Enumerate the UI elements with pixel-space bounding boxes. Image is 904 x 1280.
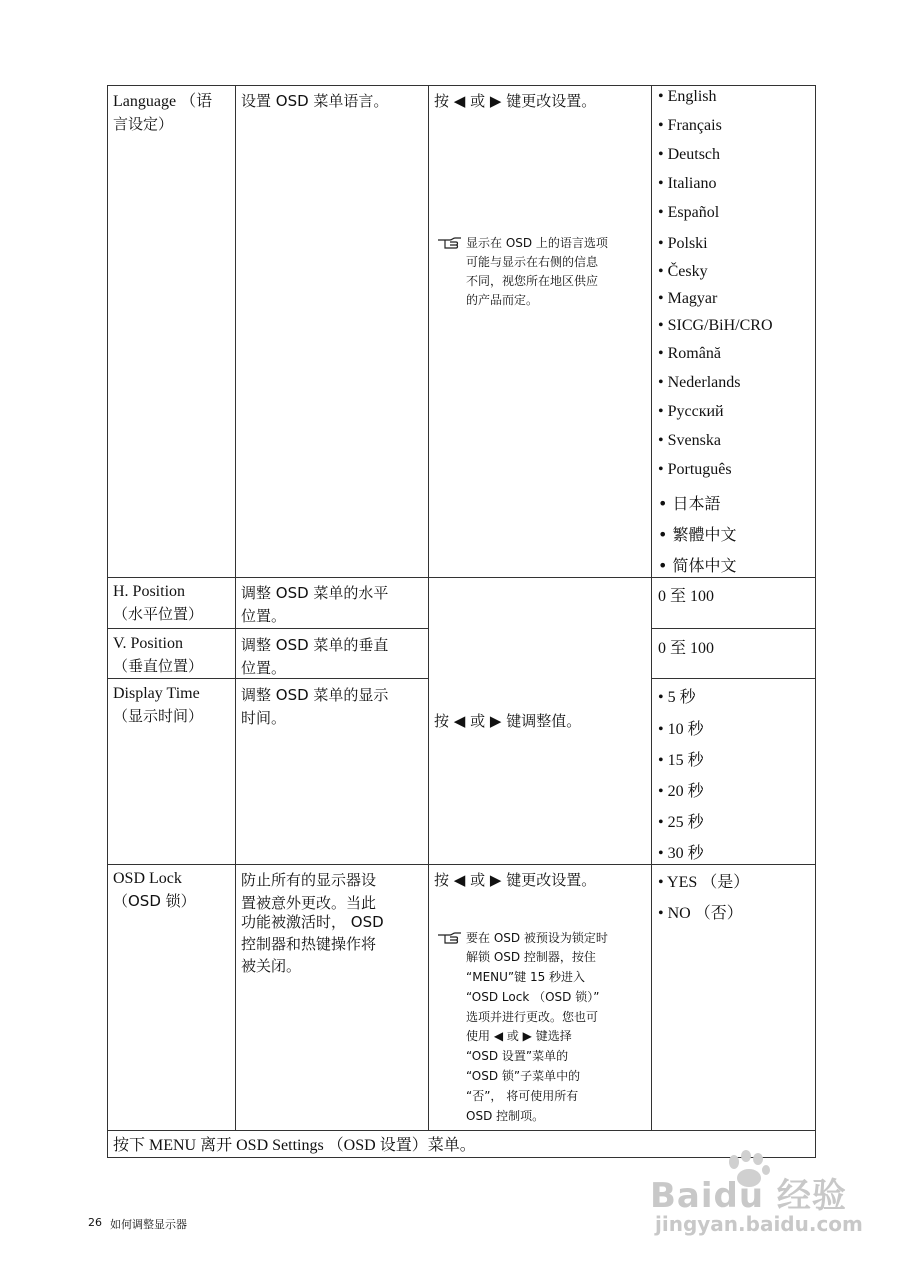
language-option-magyar: • Magyar: [658, 290, 718, 307]
osd-lock-note-line-2: 解锁 OSD 控制器，按住: [466, 950, 596, 964]
action-mid: 或: [470, 92, 486, 110]
osd-lock-note-line-4: “OSD Lock （OSD 锁）”: [466, 990, 600, 1004]
language-option-japanese: • 日本語: [658, 494, 721, 513]
row-divider-hpos-right: [651, 628, 816, 629]
osd-lock-note-line-5: 选项并进行更改。您也可: [466, 1010, 599, 1024]
vpos-label-line-1: V. Position: [113, 635, 183, 652]
language-note-line-1: 显示在 OSD 上的语言选项: [466, 236, 608, 250]
row-divider-vpos-right: [651, 678, 816, 679]
pointing-hand-icon: [437, 931, 463, 945]
col-divider-1: [235, 85, 236, 1130]
language-option-english: • English: [658, 88, 717, 105]
vpos-desc-line-1: 调整 OSD 菜单的垂直: [241, 636, 389, 654]
left-arrow-icon: ◀: [453, 871, 466, 889]
row-divider-osd-lock: [107, 1130, 816, 1131]
osd-lock-note-line-3: “MENU”键 15 秒进入: [466, 970, 586, 984]
language-option-cesky: • Česky: [658, 263, 708, 280]
pointing-hand-icon: [437, 236, 463, 250]
vpos-label-line-2: （垂直位置）: [113, 657, 204, 675]
language-note-line-4: 的产品而定。: [466, 293, 539, 307]
row-divider-language: [107, 577, 816, 578]
osd-lock-label-line-1: OSD Lock: [113, 870, 182, 887]
osd-lock-note-line-7: “OSD 设置”菜单的: [466, 1049, 569, 1063]
exit-menu-instruction: 按下 MENU 离开 OSD Settings （OSD 设置）菜单。: [113, 1137, 476, 1154]
right-arrow-icon: ▶: [489, 92, 502, 110]
display-time-option-15: • 15 秒: [658, 752, 704, 769]
row-divider-hpos-left: [107, 628, 428, 629]
left-arrow-icon: ◀: [453, 92, 466, 110]
osd-lock-desc-line-1: 防止所有的显示器设: [241, 871, 377, 889]
osd-lock-note-line-8: “OSD 锁”子菜单中的: [466, 1069, 581, 1083]
language-option-espanol: • Español: [658, 204, 720, 221]
language-action: [434, 90, 596, 113]
language-label-line-1: Language （语: [113, 93, 213, 110]
language-option-romana: • Română: [658, 345, 721, 362]
language-note-line-3: 不同，视您所在地区供应: [466, 274, 599, 288]
hpos-desc-line-1: 调整 OSD 菜单的水平: [241, 584, 389, 602]
osd-lock-option-yes: • YES （是）: [658, 874, 750, 891]
language-option-italiano: • Italiano: [658, 175, 717, 192]
col-divider-3: [651, 85, 652, 1130]
language-option-francais: • Français: [658, 117, 722, 134]
osd-lock-desc-line-4: 控制器和热键操作将: [241, 935, 377, 953]
action-prefix: 按: [434, 871, 450, 889]
hpos-label-line-1: H. Position: [113, 583, 186, 600]
language-description: 设置 OSD 菜单语言。: [241, 92, 389, 110]
right-arrow-icon: ▶: [489, 712, 502, 730]
display-time-option-25: • 25 秒: [658, 814, 704, 831]
action-prefix: 按: [434, 92, 450, 110]
shared-adjust-action: [434, 710, 581, 733]
language-option-deutsch: • Deutsch: [658, 146, 721, 163]
osd-lock-action: [434, 869, 596, 892]
display-time-option-30: • 30 秒: [658, 845, 704, 862]
language-option-nederlands: • Nederlands: [658, 374, 741, 391]
language-option-portugues: • Português: [658, 461, 732, 478]
osd-lock-label-line-2: （OSD 锁）: [113, 892, 196, 910]
action-suffix: 键更改设置。: [506, 92, 597, 110]
action-prefix: 按: [434, 712, 450, 730]
col-divider-2: [428, 85, 429, 1130]
display-time-label-line-2: （显示时间）: [113, 707, 204, 725]
display-time-desc-line-2: 时间。: [241, 709, 287, 727]
language-option-svenska: • Svenska: [658, 432, 721, 449]
osd-lock-desc-line-2: 置被意外更改。当此: [241, 894, 377, 912]
language-option-polski: • Polski: [658, 235, 708, 252]
action-suffix: 键调整值。: [506, 712, 582, 730]
right-arrow-icon: ▶: [489, 871, 502, 889]
language-option-sicg: • SICG/BiH/CRO: [658, 317, 773, 334]
osd-lock-desc-line-3: 功能被激活时， OSD: [241, 913, 384, 931]
hpos-range: 0 至 100: [658, 588, 715, 605]
display-time-desc-line-1: 调整 OSD 菜单的显示: [241, 686, 389, 704]
hpos-desc-line-2: 位置。: [241, 607, 287, 625]
osd-lock-note-line-9: “否”， 将可使用所有: [466, 1089, 579, 1103]
action-mid: 或: [470, 712, 486, 730]
action-mid: 或: [470, 871, 486, 889]
language-option-simplified-chinese: • 简体中文: [658, 556, 737, 575]
osd-lock-note-line-1: 要在 OSD 被预设为锁定时: [466, 931, 608, 945]
display-time-option-20: • 20 秒: [658, 783, 704, 800]
left-arrow-icon: ◀: [453, 712, 466, 730]
vpos-range: 0 至 100: [658, 640, 715, 657]
language-note-line-2: 可能与显示在右侧的信息: [466, 255, 599, 269]
osd-lock-desc-line-5: 被关闭。: [241, 957, 302, 975]
row-divider-display-time: [107, 864, 816, 865]
osd-lock-option-no: • NO （否）: [658, 905, 743, 922]
watermark-url: jingyan.baidu.com: [655, 1212, 863, 1236]
display-time-option-5: • 5 秒: [658, 689, 696, 706]
page-number: 26: [88, 1216, 102, 1229]
language-option-russian: • Русский: [658, 403, 724, 420]
display-time-option-10: • 10 秒: [658, 721, 704, 738]
display-time-label-line-1: Display Time: [113, 685, 200, 702]
watermark-brand: Baidu 经验: [650, 1176, 847, 1216]
language-label-line-2: 言设定）: [113, 115, 174, 133]
language-option-traditional-chinese: • 繁體中文: [658, 525, 737, 544]
hpos-label-line-2: （水平位置）: [113, 605, 204, 623]
section-title: 如何调整显示器: [110, 1218, 187, 1231]
vpos-desc-line-2: 位置。: [241, 659, 287, 677]
osd-lock-note-line-10: OSD 控制项。: [466, 1109, 545, 1123]
action-suffix: 键更改设置。: [506, 871, 597, 889]
osd-lock-note-line-6: 使用 ◀ 或 ▶ 键选择: [466, 1029, 572, 1043]
